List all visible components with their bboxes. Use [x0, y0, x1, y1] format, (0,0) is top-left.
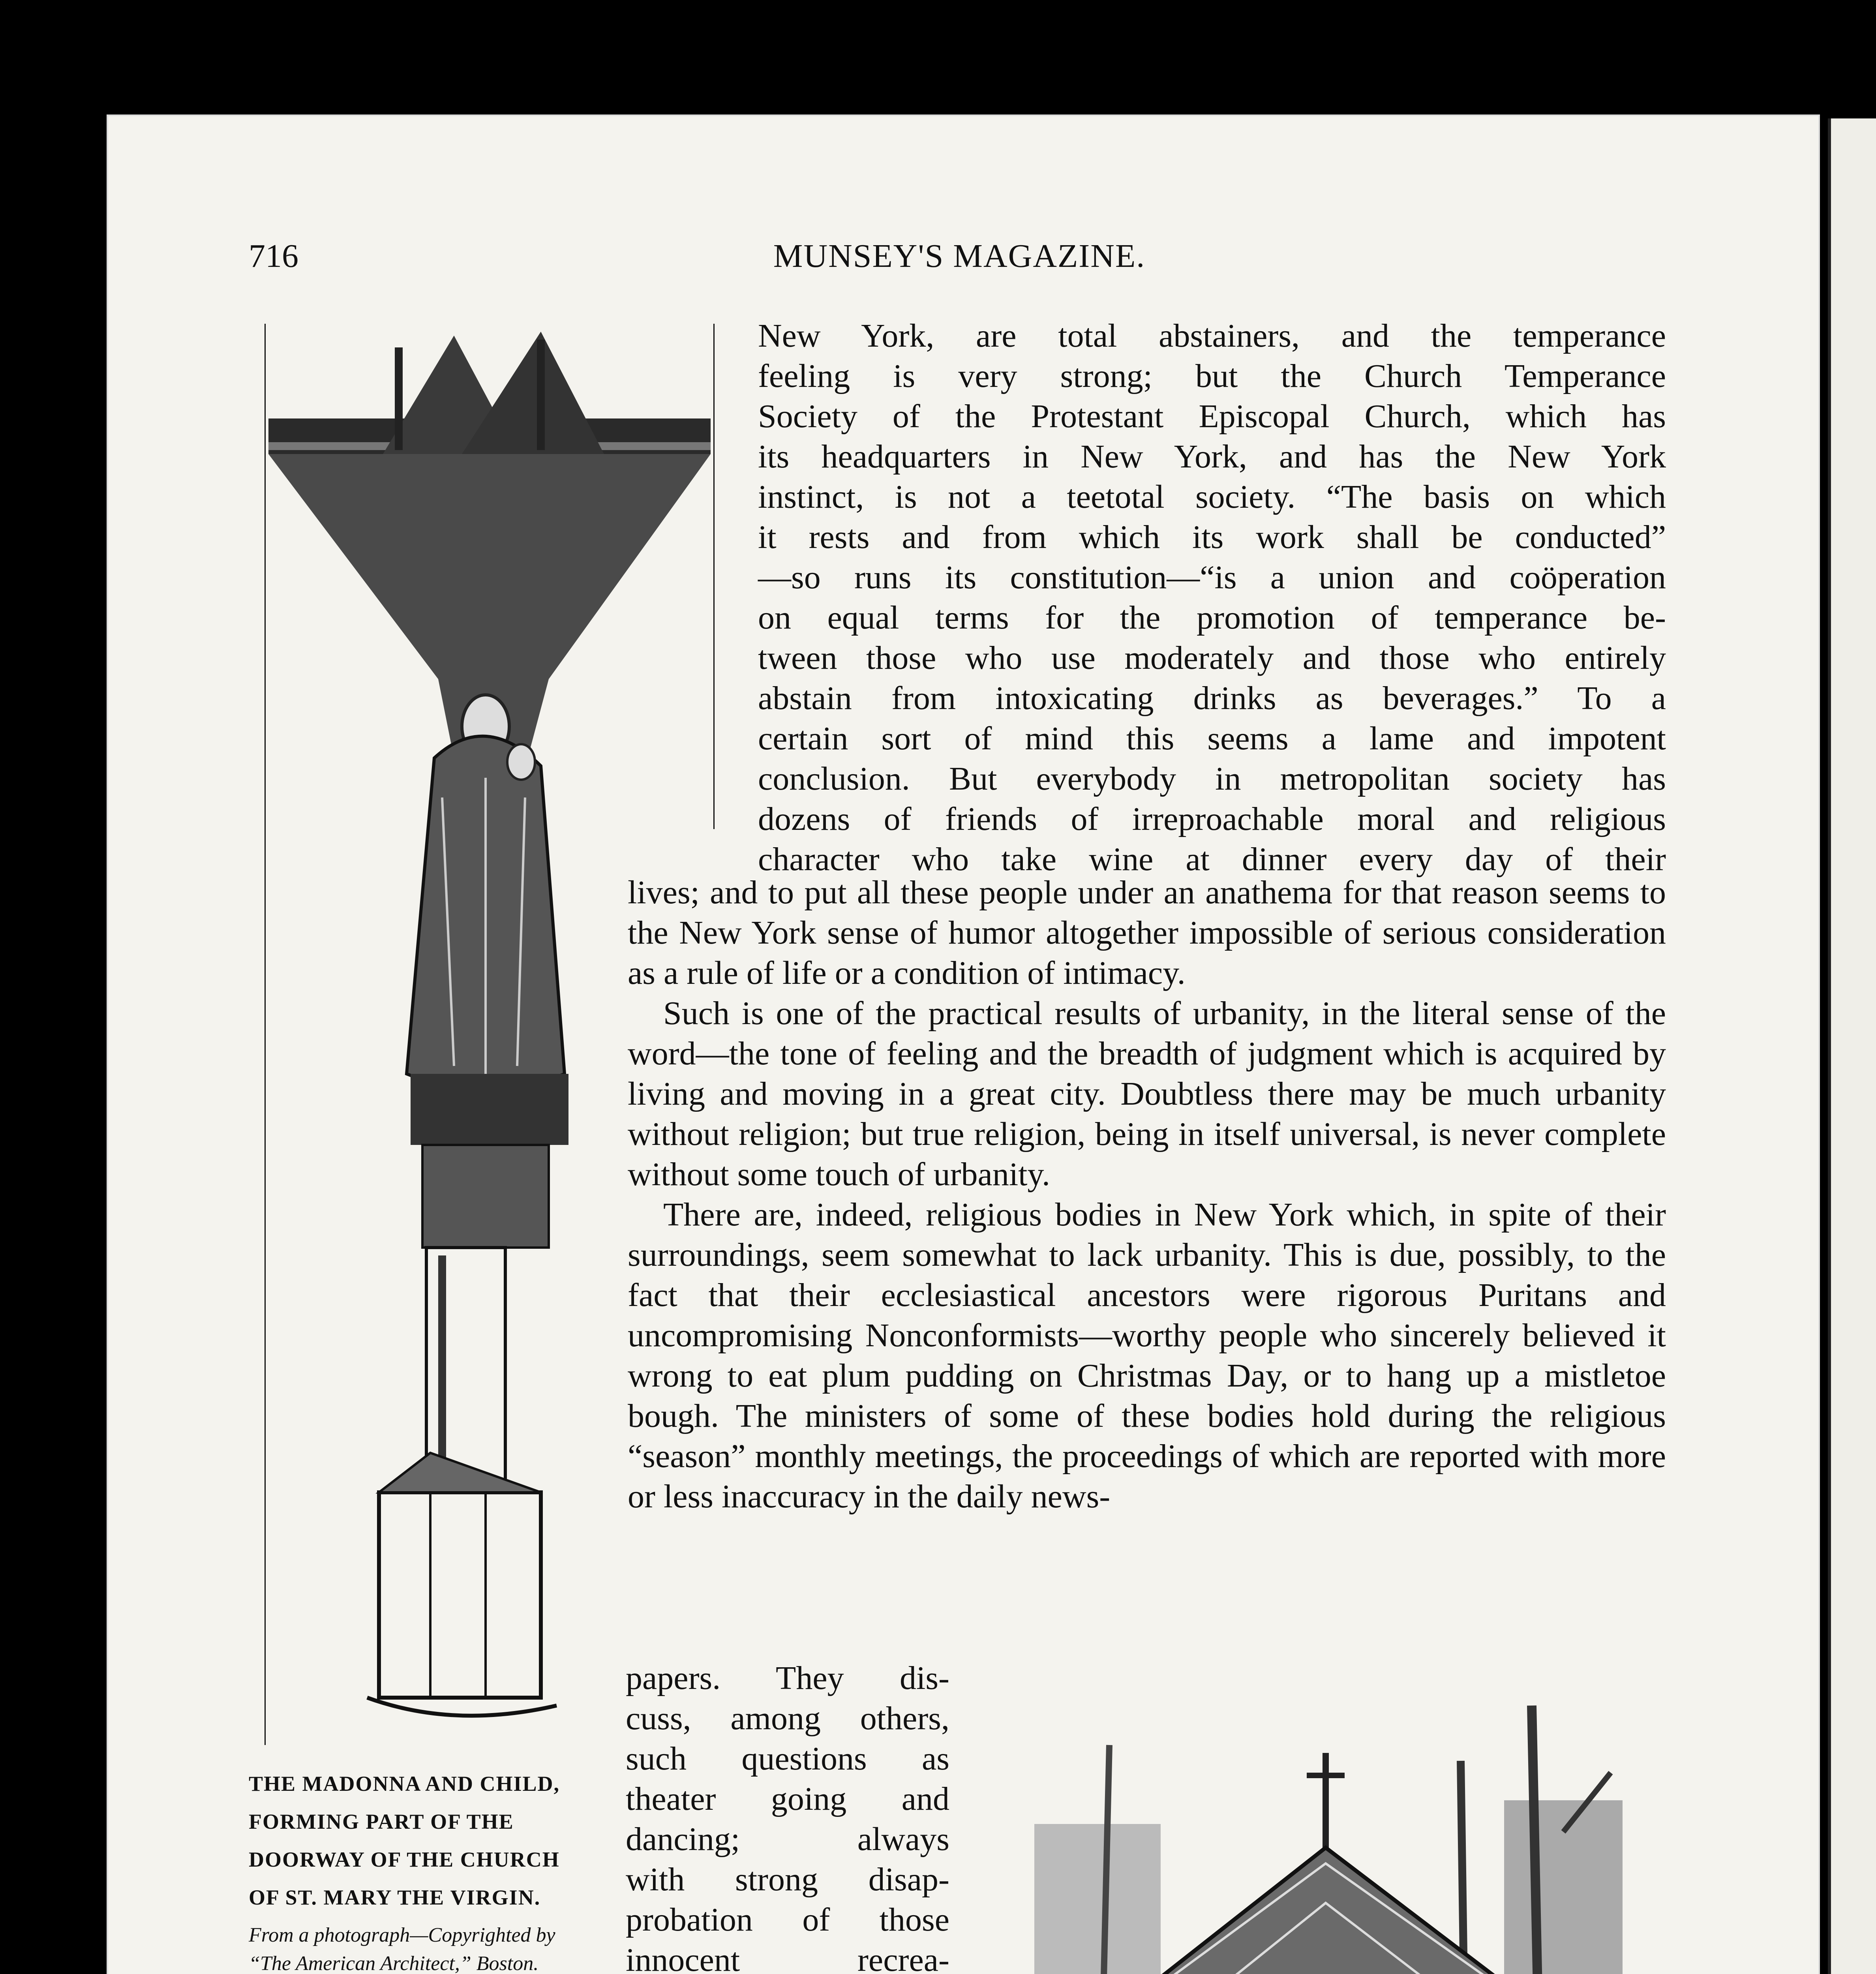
text-line: probation of those — [626, 1901, 949, 1938]
text-line: its headquarters in New York, and has the New York — [758, 438, 1666, 475]
text-line: feeling is very strong; but the Church Temperance — [758, 358, 1666, 394]
text-line: abstain from intoxicating drinks as beverages.” To a — [758, 680, 1666, 717]
text-line: cuss, among others, — [626, 1700, 949, 1737]
text-line: such questions as — [626, 1740, 949, 1777]
text-line: theater going and — [626, 1781, 949, 1817]
text-line: dozens of friends of irreproachable moral and religious — [758, 801, 1666, 837]
running-title: MUNSEY'S MAGAZINE. — [773, 238, 1146, 274]
text-line: instinct, is not a teetotal society. “The basis on which — [758, 478, 1666, 515]
article-narrow-column — [626, 1658, 949, 1974]
text-line: Society of the Protestant Episcopal Church, which has — [758, 398, 1666, 435]
text-line: certain sort of mind this seems a lame and impotent — [758, 720, 1666, 757]
lych-gate-illustration — [1011, 1682, 1658, 1974]
text-line: innocent recrea- — [626, 1942, 949, 1974]
text-line: conclusion. But everybody in metropolitan society has — [758, 760, 1666, 797]
next-page-edge — [1828, 118, 1876, 1974]
text-line: tween those who use moderately and those who entirely — [758, 640, 1666, 676]
text-line: —so runs its constitution—“is a union and coöperation — [758, 559, 1666, 596]
text-line: New York, are total abstainers, and the temperance — [758, 317, 1666, 354]
text-line: character who take wine at dinner every day of their — [758, 841, 1666, 878]
text-line: with strong disap- — [626, 1861, 949, 1898]
text-line: dancing; always — [626, 1821, 949, 1858]
top-column-lines — [758, 316, 1666, 880]
madonna-caption: THE MADONNA AND CHILD, FORMING PART OF THE DOORWAY OF THE CHURCH OF ST. MARY THE VIRGIN. — [249, 1772, 560, 1909]
text-line: on equal terms for the promotion of temperance be- — [758, 599, 1666, 636]
urbanity-paragraph: Such is one of the practical results of urbanity, in the literal sense of the word—the tone of feeling and the breadth of judgment which is acquired by living and moving in a great city. Doubtless there may be much urbanity without religion; but true religion, being in itself universal, is never complete without some touch of urbanity. — [628, 995, 1666, 1193]
page-number: 716 — [249, 238, 298, 274]
puritans-paragraph: There are, indeed, religious bodies in New York which, in spite of their surroundings, seem somewhat to lack urbanity. This is due, possibly, to the fact that their ecclesiastical ancestors were rigorous Puritans and uncompromising Nonconformists—worthy people who sincerely believed it wrong to eat plum pudding on Christmas Day, or to hang up a mistletoe bough. The ministers of some of these bodies hold during the religious “season” monthly meetings, the proceedings of which are reported with more or less inaccuracy in the daily news- — [628, 1196, 1666, 1515]
madonna-credit: From a photograph—Copyrighted by “The American Architect,” Boston. — [249, 1924, 555, 1974]
article-top-column — [758, 316, 1666, 878]
article-full-width-block — [628, 873, 1666, 1662]
text-line: it rests and from which its work shall be conducted” — [758, 519, 1666, 555]
text-line: papers. They dis- — [626, 1660, 949, 1696]
madonna-caption-block — [249, 1765, 596, 1974]
page-header — [249, 237, 1670, 292]
continuation-paragraph: lives; and to put all these people under an anathema for that reason seems to the New York sense of humor altogether impossible of serious consideration as a rule of life or a condition of intimacy. — [628, 874, 1666, 991]
lych-gate-drawing — [1011, 1682, 1658, 1974]
narrow-column-lines — [626, 1658, 949, 1974]
